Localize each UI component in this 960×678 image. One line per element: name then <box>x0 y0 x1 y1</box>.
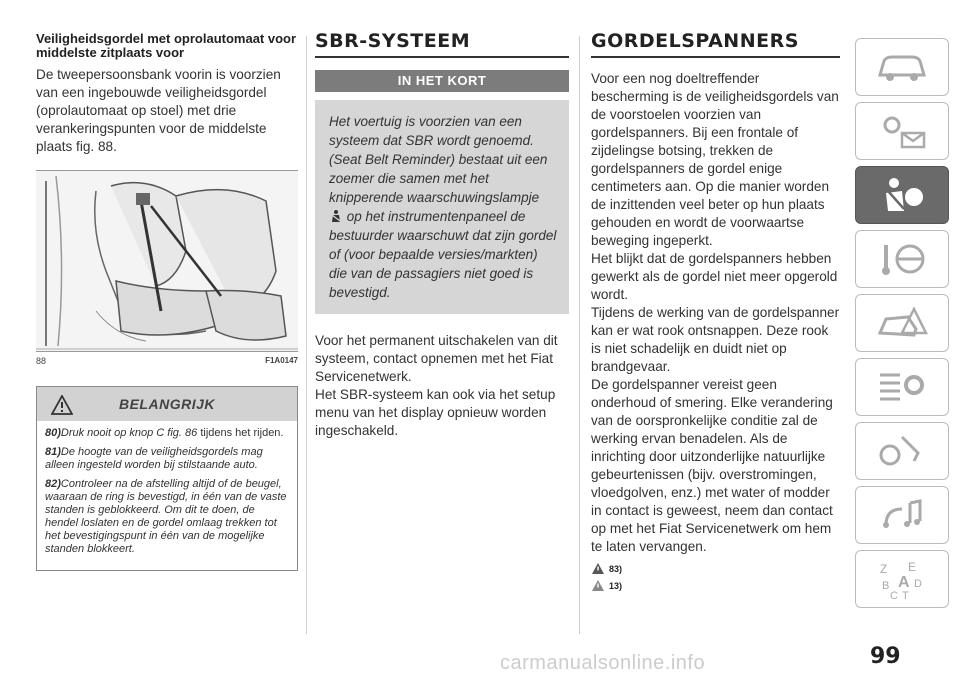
tab-emergency[interactable] <box>855 294 949 352</box>
page-number: 99 <box>870 644 901 669</box>
summary-box <box>315 100 569 314</box>
chapter-tab-sidebar <box>855 38 949 614</box>
maintenance-icon <box>874 367 930 407</box>
warning-item: 80)Druk nooit op knop C fig. 86 tijdens het rijden. <box>45 427 284 439</box>
column-middle <box>315 0 569 440</box>
svg-text:D: D <box>914 578 922 590</box>
tab-index[interactable] <box>855 550 949 608</box>
body-text: Voor het permanent uitschakelen van dit systeem, contact opnemen met het Fiat Servicenetwerk. Het SBR-systeem kan ook via het setup menu van het display opnieuw worden ingeschakeld. <box>315 333 558 438</box>
section-title-gordelspanners: GORDELSPANNERS <box>591 0 840 58</box>
summary-box-title: IN HET KORT <box>315 70 569 92</box>
figure-code: F1A0147 <box>265 356 298 365</box>
svg-text:Z: Z <box>880 562 888 576</box>
seatbelt-airbag-icon <box>874 173 930 217</box>
steering-key-icon <box>874 239 930 279</box>
seat-belt-figure <box>36 170 298 352</box>
reference-warning: 83) <box>591 562 840 575</box>
warning-triangle-icon <box>591 562 605 575</box>
tab-getting-to-know-car[interactable] <box>855 38 949 96</box>
warning-item: 81)De hoogte van de veiligheidsgordels mag alleen ingesteld worden bij stilstaande auto. <box>45 446 263 471</box>
tab-maintenance[interactable] <box>855 358 949 416</box>
reference-list <box>591 562 840 592</box>
figure-number: 88 <box>36 356 47 366</box>
section-heading: Veiligheidsgordel met oprolautomaat voor middelste zitplaats voor <box>36 31 297 60</box>
van-seat-illustration <box>36 171 298 351</box>
svg-text:E: E <box>908 560 917 574</box>
tab-technical-data[interactable] <box>855 422 949 480</box>
warning-box <box>36 386 298 571</box>
warning-triangle-icon <box>51 395 73 420</box>
watermark-text: carmanualsonline.info <box>500 652 706 674</box>
multimedia-icon <box>874 495 930 535</box>
column-left <box>36 0 298 571</box>
warning-title: BELANGRIJK <box>118 396 215 412</box>
warning-body <box>37 421 297 570</box>
tab-safety[interactable] <box>855 166 949 224</box>
column-right <box>591 0 840 596</box>
tab-multimedia[interactable] <box>855 486 949 544</box>
seatbelt-warning-icon <box>329 209 343 223</box>
technical-data-icon <box>874 431 930 471</box>
tab-starting-driving[interactable] <box>855 230 949 288</box>
index-icon <box>874 557 930 601</box>
warning-lights-icon <box>874 111 930 151</box>
body-text: De tweepersoonsbank voorin is voorzien van een ingebouwde veiligheidsgordel (oprolautomaat op stoel) met drie verankeringspunten voor de middelste plaats fig. 88. <box>36 67 281 154</box>
svg-text:B: B <box>882 580 890 592</box>
body-text: Voor een nog doeltreffender bescherming is de veiligheidsgordels van de voorstoelen voorzien van gordelspanners. Bij een frontale of zijdelingse botsing, trekken de gordelspanners de gordel enige centimeters aan. Op die manier worden de inzittenden veel beter op hun plaats gehouden en wordt de voorwaartse beweging ingeperkt. Het blijkt dat de gordelspanners hebben gewerkt als de gordel niet meer opgerold wordt. Tijdens de werking van de gordelspanner kan er wat rook ontsnappen. Deze rook is niet schadelijk en duidt niet op brandgevaar. De gordelspanner vereist geen onderhoud of smering. Elke verandering van de oorspronkelijke conditie zal de werking ervan benadelen. Als de inrichting door uitzonderlijke natuurlijke gebeurtenissen (bijv. overstromingen, vloedgolven, enz.) met water of modder in contact is geweest, neem dan contact op met het Fiat Servicenetwerk om hem te laten vervangen. <box>591 71 840 554</box>
reference-notice: 13) <box>591 579 840 592</box>
tab-instrument-panel[interactable] <box>855 102 949 160</box>
svg-text:T: T <box>902 590 909 601</box>
notice-icon <box>591 579 605 592</box>
car-dashboard-icon <box>874 47 930 87</box>
warning-item: 82)Controleer na de afstelling altijd of de beugel, waaraan de ring is bevestigd, in één van de vaste standen is geblokkeerd. Om dit te doen, de hendel loslaten en de gordel omlaag trekken tot het bevestigingspunt in één van de mogelijke standen blokkeert. <box>45 478 287 555</box>
summary-box-text: Het voertuig is voorzien van een systeem dat SBR wordt genoemd. (Seat Belt Reminder) bestaat uit een zoemer die samen met het knipperende waarschuwingslampje op het instrumentenpaneel de bestuurder waarschuwt dat zijn gordel of (voor bepaalde versies/markten) die van de passagiers niet goed is bevestigd. <box>329 114 557 300</box>
figure-caption <box>36 356 298 366</box>
svg-text:C: C <box>890 590 898 601</box>
section-title-sbr: SBR-SYSTEEM <box>315 0 569 58</box>
emergency-icon <box>874 303 930 343</box>
warning-header <box>37 387 297 421</box>
column-divider <box>579 36 580 634</box>
svg-text:A: A <box>898 574 910 591</box>
column-divider <box>306 36 307 634</box>
